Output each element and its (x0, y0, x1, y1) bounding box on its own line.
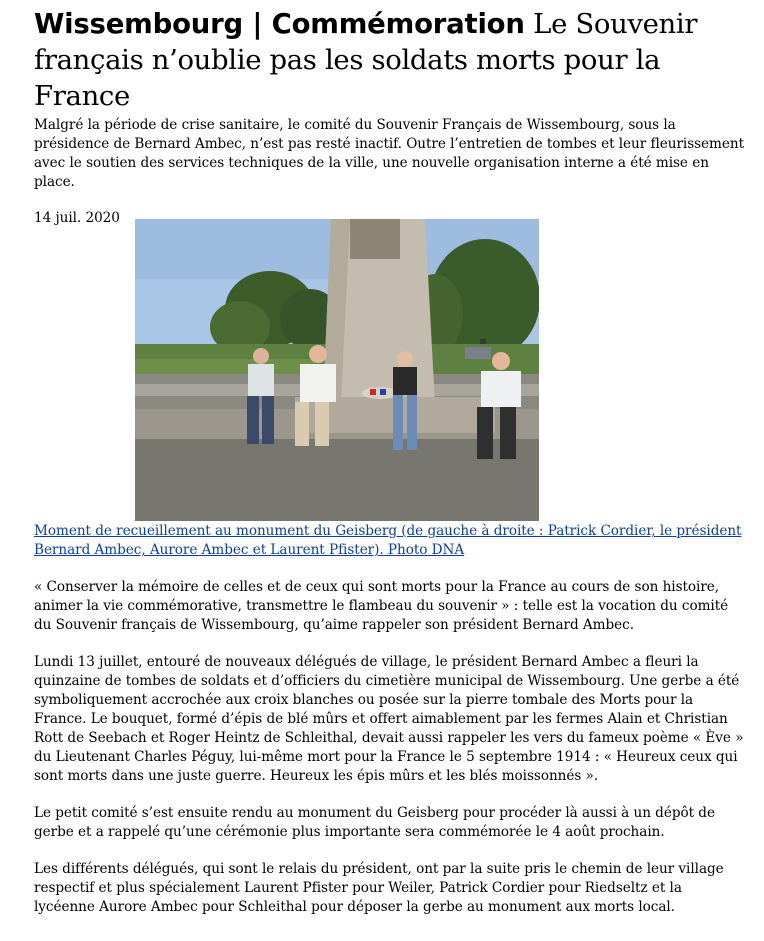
body-paragraph: Les différents délégués, qui sont le relais du président, ont par la suite pris le chemin de leur village respectif et plus spécialement Laurent Pfister pour Weiler, Patrick Cordier pour Riedseltz et la lycéenne Aurore Ambec pour Schleithal pour déposer la gerbe au monument aux morts local. (34, 861, 724, 915)
body-paragraph: Le petit comité s’est ensuite rendu au monument du Geisberg pour procéder là aussi à un dépôt de gerbe et a rappelé qu’une cérémonie plus importante sera commémorée le 4 août prochain. (34, 805, 715, 840)
body-paragraph: « Conserver la mémoire de celles et de ceux qui sont morts pour la France au cours de son histoire, animer la vie commémorative, transmettre le flambeau du souvenir » : telle est la vocation du comité du Souvenir français de Wissembourg, qu’aime rappeler son président Bernard Ambec. (34, 579, 729, 633)
article-body (34, 578, 744, 935)
article-date: 14 juil. 2020 (34, 210, 120, 226)
headline-kicker: Wissembourg | Commémoration (34, 8, 525, 40)
article-headline (34, 6, 744, 114)
headline-title: Le Souvenir français n’oublie pas les soldats morts pour la France (34, 8, 698, 112)
article-photo (135, 219, 539, 521)
article (34, 6, 744, 915)
body-paragraph: Lundi 13 juillet, entouré de nouveaux délégués de village, le président Bernard Ambec a fleuri la quinzaine de tombes de soldats et d’officiers du cimetière municipal de Wissembourg. Une gerbe a été symboliquement accrochée aux croix blanches ou posée sur la pierre tombale des Morts pour la France. Le bouquet, formé d’épis de blé mûrs et offert aimablement par les fermes Alain et Christian Rott de Seebach et Roger Heintz de Schleithal, devait aussi rappeler les vers du fameux poème « Ève » du Lieutenant Charles Péguy, lui-même mort pour la France le 5 septembre 1914 : « Heureux ceux qui sont morts dans une juste guerre. Heureux les épis mûrs et les blés moissonnés ». (34, 654, 744, 784)
photo-caption-link[interactable]: Moment de recueillement au monument du Geisberg (de gauche à droite : Patrick Cordier, le président Bernard Ambec, Aurore Ambec et Laurent Pfister). Photo DNA (34, 523, 742, 558)
article-lead: Malgré la période de crise sanitaire, le comité du Souvenir Français de Wissembourg, sous la présidence de Bernard Ambec, n’est pas resté inactif. Outre l’entretien de tombes et leur fleurissement avec le soutien des services techniques de la ville, une nouvelle organisation interne a été mise en place. (34, 117, 744, 190)
